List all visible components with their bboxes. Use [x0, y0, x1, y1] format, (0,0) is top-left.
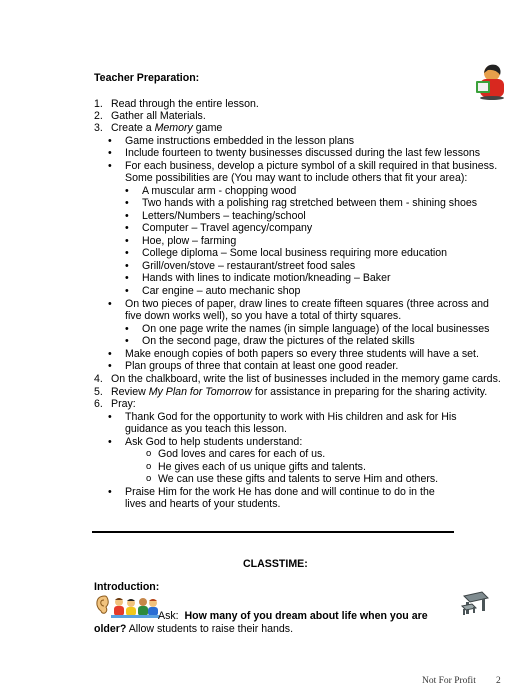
- bullet-item: • On two pieces of paper, draw lines to create fifteen squares (three across and: [125, 298, 489, 310]
- step-number: 5.: [94, 386, 103, 398]
- bullet-item: • Thank God for the opportunity to work with His children and ask for His: [125, 411, 457, 423]
- sub-bullet-item: • On one page write the names (in simple language) of the local businesses: [142, 323, 489, 335]
- sub-bullet-item: • Hoe, plow – farming: [142, 235, 236, 247]
- ear-icon: [94, 594, 110, 616]
- step-chalkboard: On the chalkboard, write the list of businesses included in the memory game cards.: [111, 373, 501, 385]
- ask-line: Ask: How many of you dream about life when you are: [158, 610, 428, 622]
- step-number: 3.: [94, 122, 103, 134]
- introduction-heading: Introduction:: [94, 581, 160, 593]
- step-number: 6.: [94, 398, 103, 410]
- bullet-item: • Praise Him for the work He has done and will continue to do in the: [125, 486, 435, 498]
- school-desk-icon: [460, 590, 490, 616]
- teacher-reading-icon: [474, 63, 508, 101]
- step-number: 4.: [94, 373, 103, 385]
- step-pray: Pray:: [111, 398, 136, 410]
- students-group-icon: [111, 596, 159, 620]
- bullet-item: • Ask God to help students understand:: [125, 436, 302, 448]
- bullet-item-continuation: lives and hearts of your students.: [125, 498, 281, 510]
- circle-bullet-item: o We can use these gifts and talents to serve Him and others.: [158, 473, 438, 485]
- bullet-item: • Include fourteen to twenty businesses discussed during the last few lessons: [125, 147, 480, 159]
- page-number: 2: [496, 676, 501, 686]
- classtime-heading: CLASSTIME:: [243, 558, 308, 570]
- circle-bullet-item: o God loves and cares for each of us.: [158, 448, 325, 460]
- bullet-item: • Game instructions embedded in the lesson plans: [125, 135, 354, 147]
- sub-bullet-item: • Letters/Numbers – teaching/school: [142, 210, 306, 222]
- bullet-item: • Make enough copies of both papers so every three students will have a set.: [125, 348, 479, 360]
- prep-heading: Teacher Preparation:: [94, 72, 200, 84]
- sub-bullet-item: • On the second page, draw the pictures of the related skills: [142, 335, 415, 347]
- bullet-item-continuation: guidance as you teach this lesson.: [125, 423, 287, 435]
- sub-bullet-item: • Two hands with a polishing rag stretched between them - shining shoes: [142, 197, 477, 209]
- section-divider: [92, 531, 454, 533]
- step-review-plan: Review My Plan for Tomorrow for assistance in preparing for the sharing activity.: [111, 386, 488, 398]
- sub-bullet-item: • Computer – Travel agency/company: [142, 222, 312, 234]
- step-number: 1.: [94, 98, 103, 110]
- step-create-memory-game: Create a Memory game: [111, 122, 223, 134]
- step-number: 2.: [94, 110, 103, 122]
- bullet-item: • For each business, develop a picture symbol of a skill required in that business.: [125, 160, 497, 172]
- step-read-lesson: Read through the entire lesson.: [111, 98, 259, 110]
- sub-bullet-item: • Grill/oven/stove – restaurant/street food sales: [142, 260, 355, 272]
- footer-text: Not For Profit: [422, 676, 476, 686]
- sub-bullet-item: • Car engine – auto mechanic shop: [142, 285, 300, 297]
- circle-bullet-item: o He gives each of us unique gifts and talents.: [158, 461, 366, 473]
- sub-bullet-item: • A muscular arm - chopping wood: [142, 185, 296, 197]
- ask-line-continuation: older? Allow students to raise their hands.: [94, 623, 294, 635]
- step-gather-materials: Gather all Materials.: [111, 110, 206, 122]
- bullet-item-continuation: Some possibilities are (You may want to include others that fit your area):: [125, 172, 468, 184]
- sub-bullet-item: • Hands with lines to indicate motion/kneading – Baker: [142, 272, 391, 284]
- bullet-item-continuation: five down works well), so you have a total of thirty squares.: [125, 310, 402, 322]
- bullet-item: • Plan groups of three that contain at least one good reader.: [125, 360, 398, 372]
- sub-bullet-item: • College diploma – Some local business requiring more education: [142, 247, 447, 259]
